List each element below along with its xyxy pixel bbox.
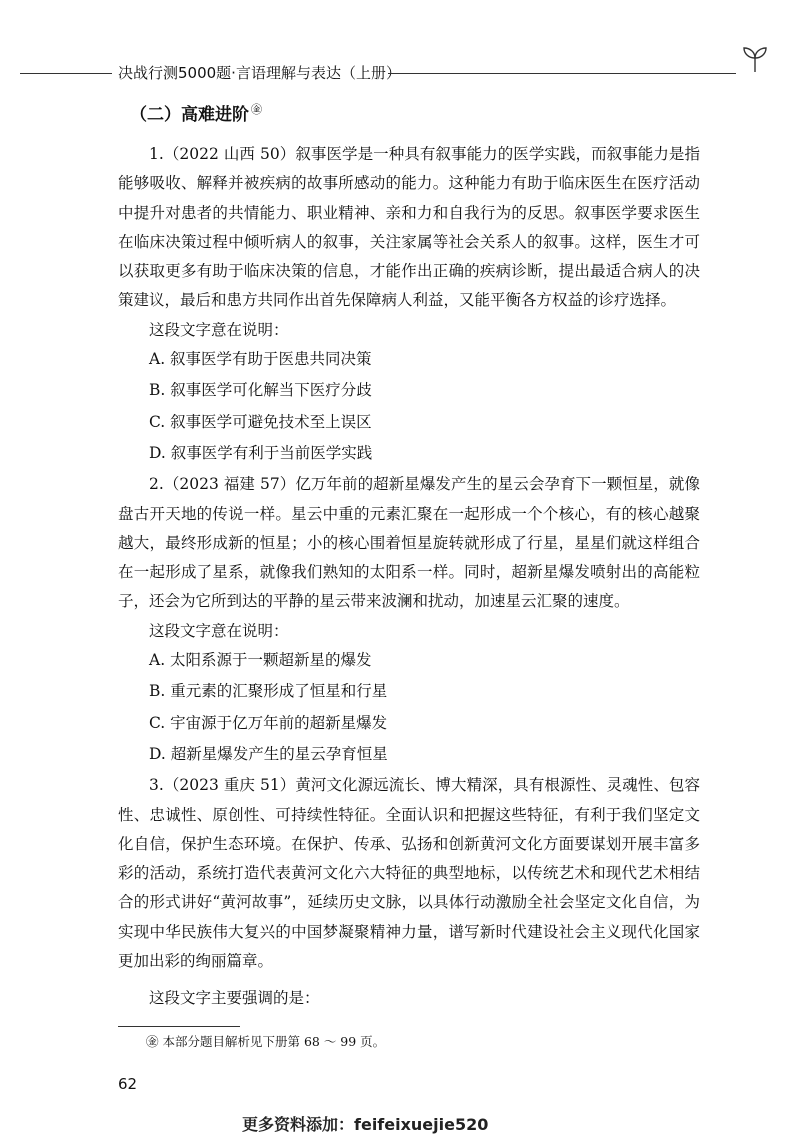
footnote-mark: ㊎ <box>251 103 262 117</box>
question-stem: 3.（2023 重庆 51）黄河文化源远流长、博大精深，具有根源性、灵魂性、包容性、忠诚性、原创性、可持续性特征。全面认识和把握这些特征，有利于我们坚定文化自信，保护生态环境。在保护、传承、弘扬和创新黄河文化方面要谋划开展丰富多彩的活动，系统打造代表黄河文化六大特征的典型地标，以传统艺术和现代艺术相结合的形式讲好“黄河故事”，延续历史文脉，以具体行动激励全社会坚定文化自信，为实现中华民族伟大复兴的中国梦凝聚精神力量，谱写新时代建设社会主义现代化国家更加出彩的绚丽篇章。 <box>118 776 700 971</box>
header-rule-right <box>388 73 736 74</box>
option-d: D. 叙事医学有利于当前医学实践 <box>149 443 373 462</box>
watermark-text: 更多资料添加：feifeixuejie520 <box>242 1115 489 1134</box>
option-a: A. 叙事医学有助于医患共同决策 <box>149 350 372 369</box>
option-b: B. 叙事医学可化解当下医疗分歧 <box>149 381 372 400</box>
question-3 <box>118 771 700 1013</box>
book-title: 决战行测5000题·言语理解与表达（上册） <box>118 64 401 82</box>
footnote-rule <box>118 1026 240 1027</box>
option-c: C. 叙事医学可避免技术至上误区 <box>149 412 372 431</box>
option-c: C. 宇宙源于亿万年前的超新星爆发 <box>149 713 388 732</box>
page-content <box>118 100 700 1016</box>
footnote: ㊎ 本部分题目解析见下册第 68 ～ 99 页。 <box>146 1034 386 1049</box>
question-prompt: 这段文字主要强调的是： <box>149 989 320 1008</box>
section-title: （二）高难进阶 <box>130 105 249 125</box>
question-stem: 1.（2022 山西 50）叙事医学是一种具有叙事能力的医学实践，而叙事能力是指能够吸收、解释并被疾病的故事所感动的能力。这种能力有助于临床医生在医疗活动中提升对患者的共情能力、职业精神、亲和力和自我行为的反思。叙事医学要求医生在临床决策过程中倾听病人的叙事，关注家属等社会关系人的叙事。这样，医生才可以获取更多有助于临床决策的信息，才能作出正确的疾病诊断，提出最适合病人的决策建议，最后和患方共同作出首先保障病人利益，又能平衡各方权益的诊疗选择。 <box>118 145 700 310</box>
question-2 <box>118 470 700 769</box>
sprout-icon <box>740 44 770 74</box>
page-number: 62 <box>118 1075 138 1093</box>
option-b: B. 重元素的汇聚形成了恒星和行星 <box>149 682 388 701</box>
section-heading <box>130 100 700 126</box>
running-header <box>20 58 780 88</box>
question-1 <box>118 140 700 468</box>
question-prompt: 这段文字意在说明： <box>149 320 289 339</box>
question-stem: 2.（2023 福建 57）亿万年前的超新星爆发产生的星云会孕育下一颗恒星，就像盘古开天地的传说一样。星云中重的元素汇聚在一起形成一个个核心，有的核心越聚越大，最终形成新的恒星；小的核心围着恒星旋转就形成了行星，星星们就这样组合在一起形成了星系，就像我们熟知的太阳系一样。同时，超新星爆发喷射出的高能粒子，还会为它所到达的平静的星云带来波澜和扰动，加速星云汇聚的速度。 <box>118 475 700 611</box>
header-rule-left <box>20 73 112 74</box>
question-prompt: 这段文字意在说明： <box>149 621 289 640</box>
option-d: D. 超新星爆发产生的星云孕育恒星 <box>149 744 388 763</box>
option-a: A. 太阳系源于一颗超新星的爆发 <box>149 651 372 670</box>
